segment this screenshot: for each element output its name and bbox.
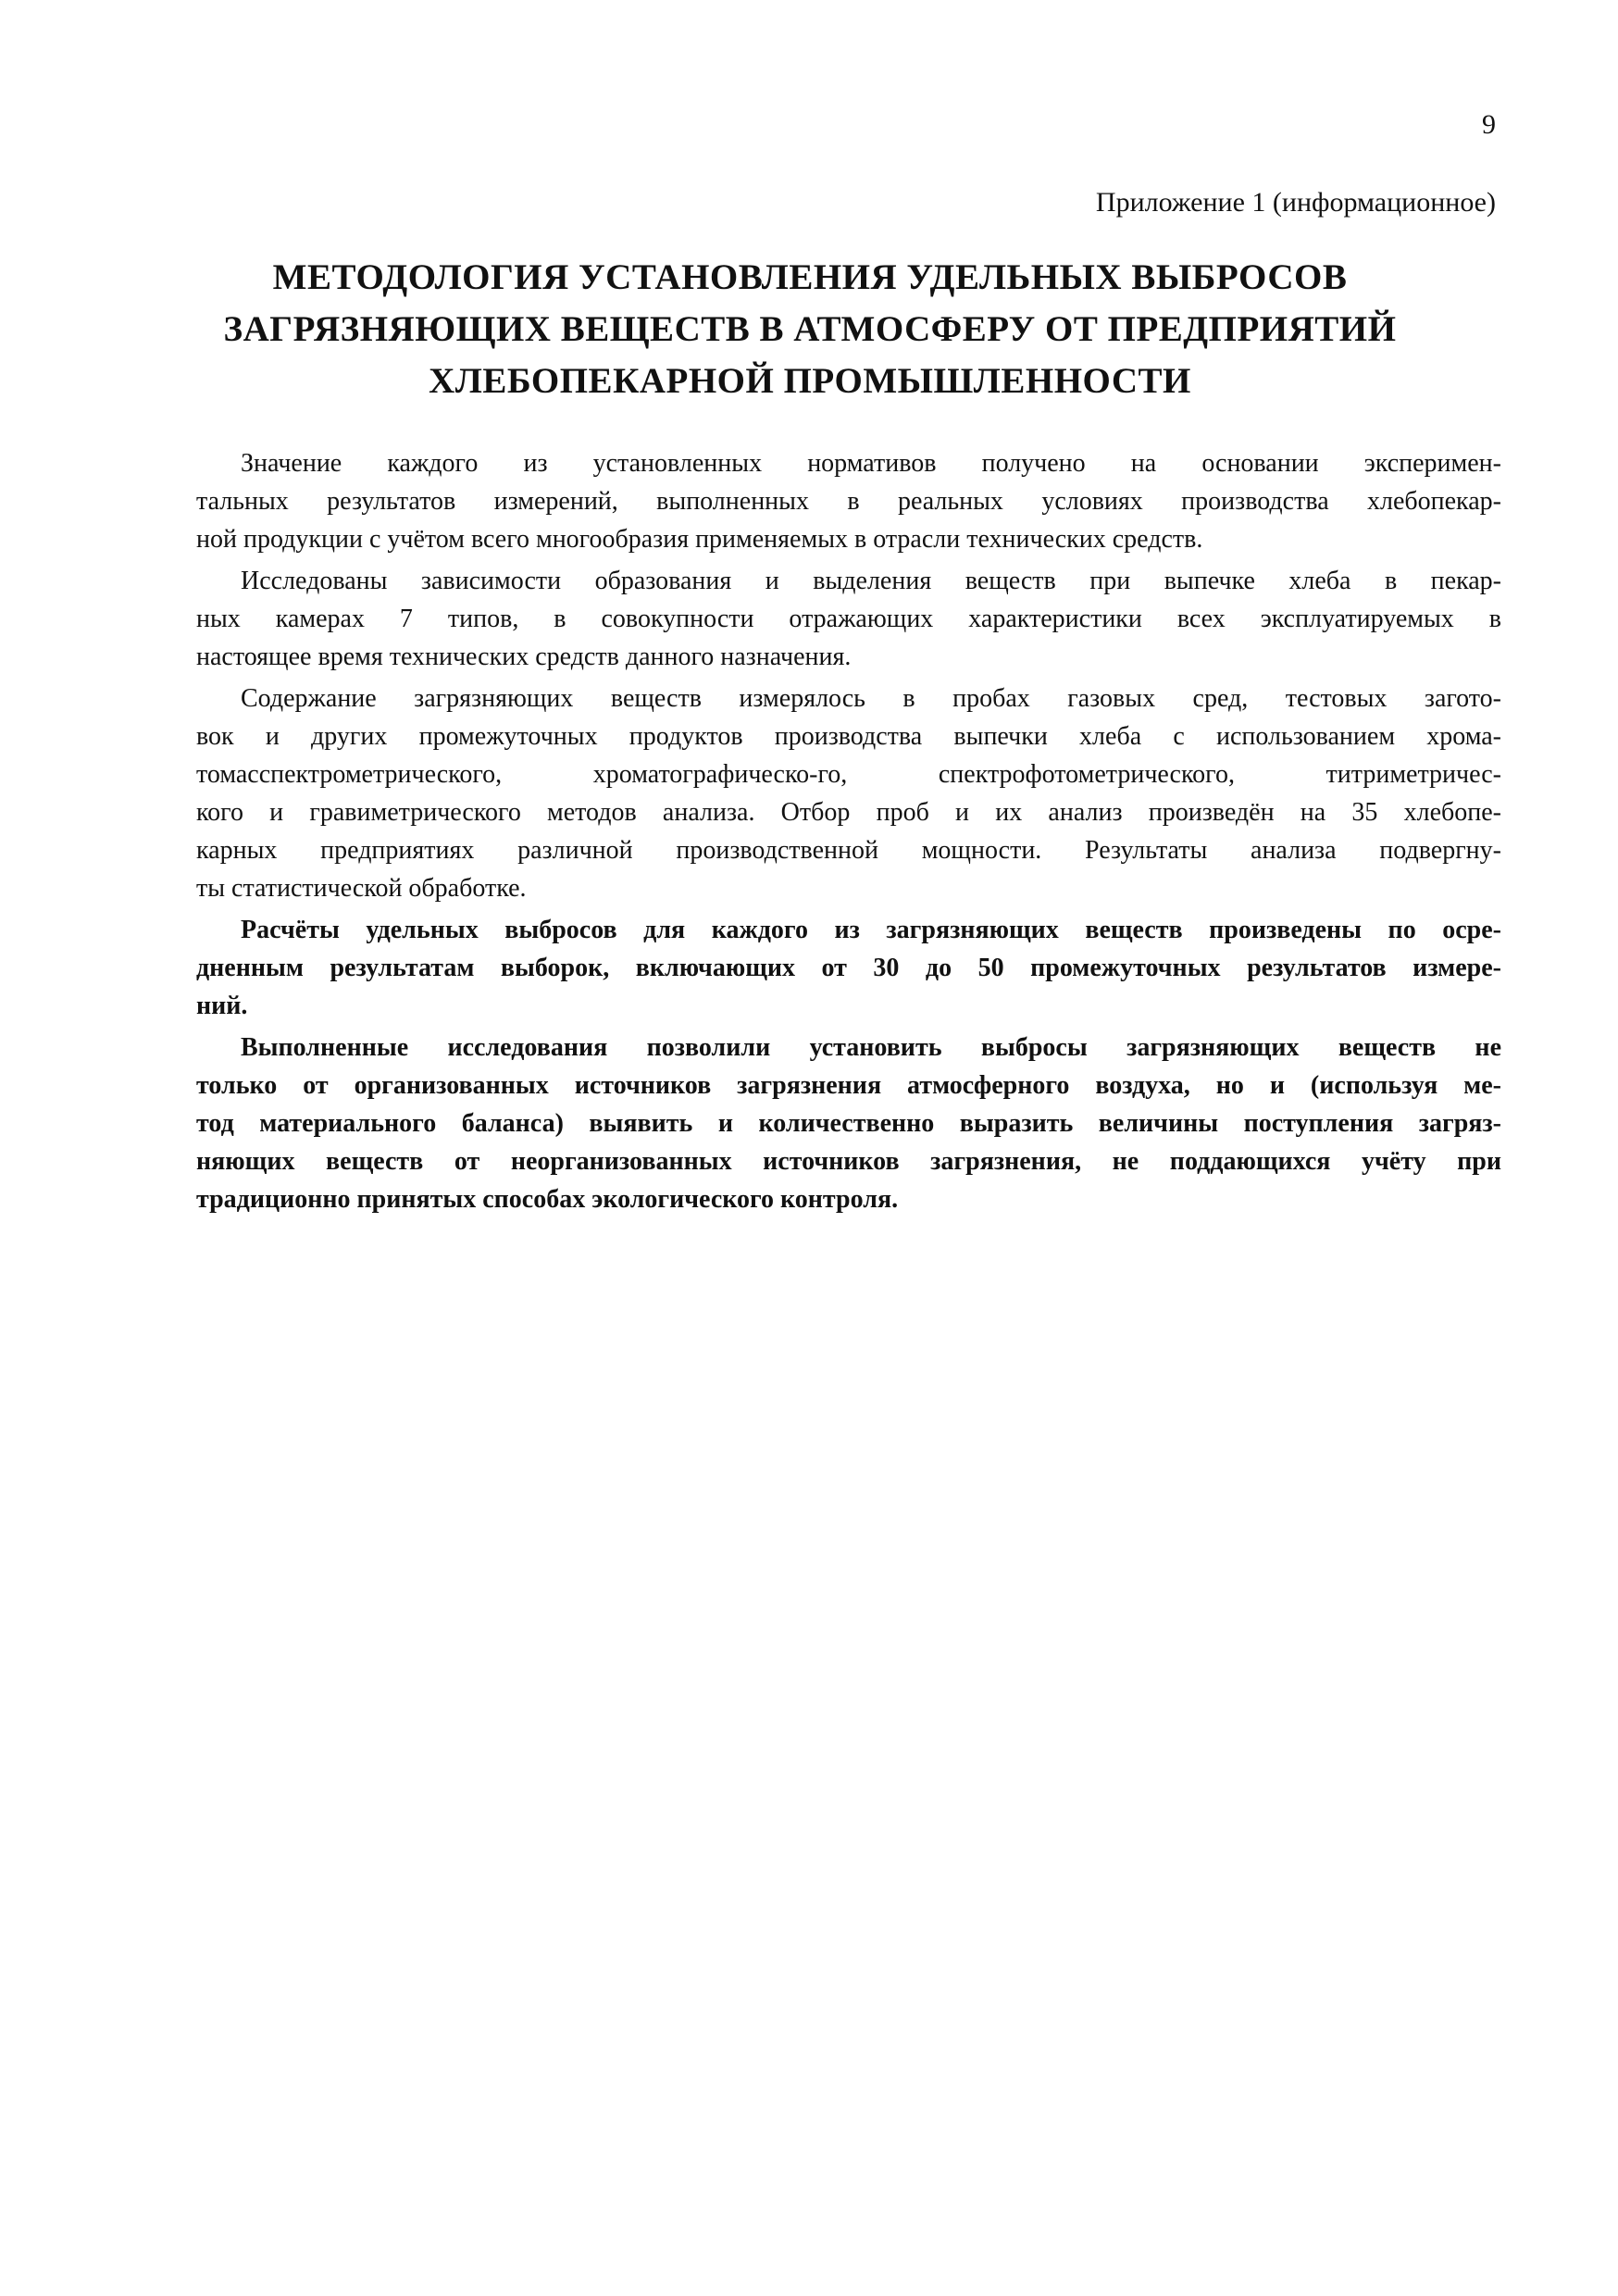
title-line: МЕТОДОЛОГИЯ УСТАНОВЛЕНИЯ УДЕЛЬНЫХ ВЫБРОСОВ: [272, 257, 1348, 297]
paragraph-line: ний.: [196, 992, 248, 1020]
paragraph: [196, 562, 1501, 676]
paragraph-line: томасспектрометрического, хроматографическо-го, спектрофотометрического, титриметричес-: [196, 760, 1501, 789]
paragraph-line: тальных результатов измерений, выполненных в реальных условиях производства хлебопекар-: [196, 487, 1501, 516]
paragraph: [196, 911, 1501, 1025]
paragraph-line: дненным результатам выборок, включающих от 30 до 50 промежуточных результатов измере-: [196, 954, 1501, 982]
paragraph-line: Исследованы зависимости образования и выделения веществ при выпечке хлеба в пекар-: [241, 567, 1501, 595]
paragraph-line: Расчёты удельных выбросов для каждого из загрязняющих веществ произведены по осре-: [241, 916, 1501, 944]
paragraph-line: ной продукции с учётом всего многообразия применяемых в отрасли технических средств.: [196, 525, 1203, 554]
paragraph-line: карных предприятиях различной производственной мощности. Результаты анализа подвергну-: [196, 836, 1501, 865]
document-title: [139, 252, 1481, 407]
title-line: ХЛЕБОПЕКАРНОЙ ПРОМЫШЛЕННОСТИ: [429, 361, 1191, 401]
paragraph-line: няющих веществ от неорганизованных источников загрязнения, не поддающихся учёту при: [196, 1147, 1501, 1176]
paragraph-line: настоящее время технических средств данного назначения.: [196, 643, 852, 671]
appendix-label: Приложение 1 (информационное): [1095, 187, 1496, 218]
title-line: ЗАГРЯЗНЯЮЩИХ ВЕЩЕСТВ В АТМОСФЕРУ ОТ ПРЕДПРИЯТИЙ: [223, 309, 1397, 349]
paragraph-line: традиционно принятых способах экологического контроля.: [196, 1185, 899, 1214]
paragraph-line: ных камерах 7 типов, в совокупности отражающих характеристики всех эксплуатируемых в: [196, 605, 1501, 633]
page-number: 9: [1482, 109, 1496, 140]
paragraph: [196, 1029, 1501, 1218]
paragraph-line: кого и гравиметрического методов анализа. Отбор проб и их анализ произведён на 35 хлебопе-: [196, 798, 1501, 827]
paragraph: [196, 680, 1501, 907]
paragraph-line: ты статистической обработке.: [196, 874, 527, 903]
paragraph: [196, 444, 1501, 558]
paragraph-line: вок и других промежуточных продуктов производства выпечки хлеба с использованием хрома-: [196, 722, 1501, 751]
paragraph-line: только от организованных источников загрязнения атмосферного воздуха, но и (используя ме-: [196, 1071, 1501, 1100]
paragraph-line: тод материального баланса) выявить и количественно выразить величины поступления загряз-: [196, 1109, 1501, 1138]
paragraph-line: Выполненные исследования позволили установить выбросы загрязняющих веществ не: [241, 1033, 1501, 1062]
document-body: [196, 444, 1501, 1222]
paragraph-line: Значение каждого из установленных нормативов получено на основании эксперимен-: [241, 449, 1501, 478]
paragraph-line: Содержание загрязняющих веществ измерялось в пробах газовых сред, тестовых загото-: [241, 684, 1501, 713]
